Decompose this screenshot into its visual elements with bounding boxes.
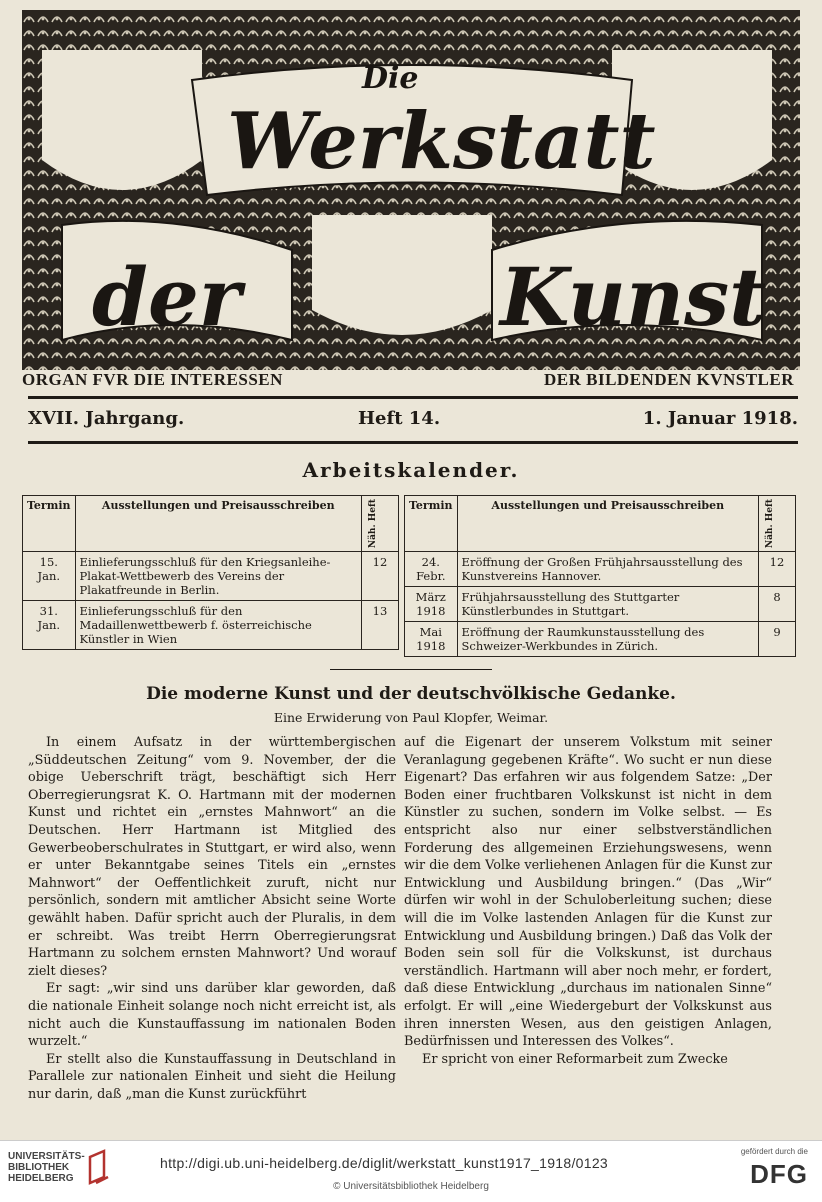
funding-note: gefördert durch die bbox=[740, 1147, 808, 1156]
paragraph: In einem Aufsatz in der württembergischen „Süddeutschen Zeitung“ vom 9. November, der die obige Ueberschrift trägt, beschäftigt sich Herr Oberregierungsrat K. O. Hartmann mit der modernen Kunst und richtet ein „ernstes Mahnwort“ an die Deutschen. Herr Hartmann ist Mitglied des Gewerbeoberschulrates in Stuttgart, er wird also, wenn er unter Bekanntgabe seines Titels ein „ernstes Mahnwort“ der Oeffentlichkeit zuruft, nicht nur persönlich, sondern mit amtlicher Absicht seine Worte gewählt haben. Dafür spricht auch der Pluralis, in dem er schreibt. Was treibt Herrn Oberregierungsrat Hartmann zu solchem ernsten Mahnwort? Und worauf zielt dieses? bbox=[28, 735, 396, 979]
article-title: Die moderne Kunst und der deutschvölkische Gedanke. bbox=[146, 684, 676, 704]
row-text: Eröffnung der Raumkunstausstellung des Schweizer-Werkbundes in Zürich. bbox=[457, 622, 758, 657]
masthead-werkstatt: Werkstatt bbox=[227, 96, 656, 187]
row-date: Mai 1918 bbox=[405, 622, 458, 657]
calendar-header-row bbox=[405, 496, 796, 552]
table-row bbox=[405, 587, 796, 622]
paragraph: Er stellt also die Kunstauffassung in Deutschland in Parallele zur nationalen Einheit und sieht die Heilung nur darin, daß „man die Kunst zurückführt bbox=[28, 1051, 396, 1102]
header-date: Termin bbox=[23, 496, 76, 552]
paragraph: auf die Eigenart der unserem Volkstum mit seiner Veranlagung gegebenen Kräfte“. Wo sucht er nun diese Eigenart? Das erfahren wir aus folgendem Satze: „Der Boden einer fruchtbaren Volkskunst ist nicht in dem Künstler zu suchen, sondern im Volke selbst. — Es entspricht also nur einer selbstverständlichen Forderung des allgemeinen Erziehungswesens, wenn wir die dem Volke verliehenen Anlagen für die Kunst zur Entwicklung und Ausbildung bringen.“ (Das „Wir“ dürfen wir wohl in der Schuloberleitung suchen; diese will die im Volke lastenden Anlagen für die Kunst zur Entwicklung und Ausbildung bringen.) Daß das Volk der Boden sein soll für die Volkskunst, ist durchaus verständlich. Hartmann will aber noch mehr, er fordert, daß diese Entwicklung „durchaus im nationalen Sinne“ erfolgt. Er will „eine Wiedergeburt der Volkskunst aus ihren innersten Wesen, aus den geistigen Anlagen, Bedürfnissen und Interessen des Volkes“. bbox=[404, 735, 773, 1050]
row-nr: 12 bbox=[759, 552, 796, 587]
issue-number: Heft 14. bbox=[358, 408, 441, 429]
row-date: 24. Febr. bbox=[405, 552, 458, 587]
article-column-right bbox=[404, 734, 772, 1068]
header-event: Ausstellungen und Preisausschreiben bbox=[75, 496, 361, 552]
masthead-der: der bbox=[92, 250, 241, 344]
masthead-die: Die bbox=[362, 61, 419, 96]
masthead-organ-left: ORGAN FVR DIE INTERESSEN bbox=[22, 370, 283, 389]
copyright-notice: © Universitätsbibliothek Heidelberg bbox=[333, 1181, 489, 1192]
section-divider bbox=[330, 669, 492, 670]
masthead-ornament bbox=[22, 10, 800, 402]
paragraph: Er spricht von einer Reformarbeit zum Zwecke bbox=[422, 1051, 728, 1067]
header-event: Ausstellungen und Preisausschreiben bbox=[457, 496, 758, 552]
masthead-organ-right: DER BILDENDEN KVNSTLER bbox=[544, 370, 794, 389]
permalink-url[interactable]: http://digi.ub.uni-heidelberg.de/diglit/werkstatt_kunst1917_1918/0123 bbox=[160, 1155, 608, 1171]
paragraph: Er sagt: „wir sind uns darüber klar geworden, daß die nationale Einheit solange noch nicht erreicht ist, als nicht auch die Kunstauffassung im nationalen Boden wurzelt.“ bbox=[28, 981, 396, 1050]
header-nr: Näh. Heft bbox=[362, 496, 399, 552]
row-date: 31. Jan. bbox=[23, 601, 76, 650]
row-nr: 8 bbox=[759, 587, 796, 622]
masthead-illustration bbox=[22, 10, 800, 402]
calendar-title: Arbeitskalender. bbox=[302, 458, 520, 482]
row-nr: 12 bbox=[362, 552, 399, 601]
row-date: März 1918 bbox=[405, 587, 458, 622]
row-nr: 13 bbox=[362, 601, 399, 650]
header-date: Termin bbox=[405, 496, 458, 552]
library-emblem-icon bbox=[86, 1149, 112, 1185]
row-date: 15. Jan. bbox=[23, 552, 76, 601]
masthead-kunst: Kunst bbox=[500, 250, 767, 344]
library-name: UNIVERSITÄTS-BIBLIOTHEK HEIDELBERG bbox=[8, 1151, 85, 1184]
article-column-left bbox=[28, 734, 396, 1103]
row-text: Einlieferungsschluß für den Kriegsanleihe-Plakat-Wettbewerb des Vereins der Plakatfreunde in Berlin. bbox=[75, 552, 361, 601]
calendar-header-row bbox=[23, 496, 399, 552]
dfg-logo[interactable]: DFG bbox=[750, 1159, 808, 1189]
header-nr: Näh. Heft bbox=[759, 496, 796, 552]
row-text: Eröffnung der Großen Frühjahrsausstellung des Kunstvereins Hannover. bbox=[457, 552, 758, 587]
viewer-footer bbox=[0, 1140, 822, 1202]
article-subtitle: Eine Erwiderung von Paul Klopfer, Weimar. bbox=[273, 710, 549, 725]
row-text: Einlieferungsschluß für den Madaillenwettbewerb f. österreichische Künstler in Wien bbox=[75, 601, 361, 650]
row-text: Frühjahrsausstellung des Stuttgarter Künstlerbundes in Stuttgart. bbox=[457, 587, 758, 622]
issue-info-bar bbox=[28, 396, 798, 444]
issue-volume: XVII. Jahrgang. bbox=[28, 408, 185, 429]
table-row bbox=[23, 552, 399, 601]
table-row bbox=[405, 552, 796, 587]
table-row bbox=[405, 622, 796, 657]
calendar-table-left bbox=[22, 495, 399, 650]
calendar-table-right bbox=[404, 495, 796, 657]
table-row bbox=[23, 601, 399, 650]
issue-date: 1. Januar 1918. bbox=[642, 408, 798, 429]
row-nr: 9 bbox=[759, 622, 796, 657]
